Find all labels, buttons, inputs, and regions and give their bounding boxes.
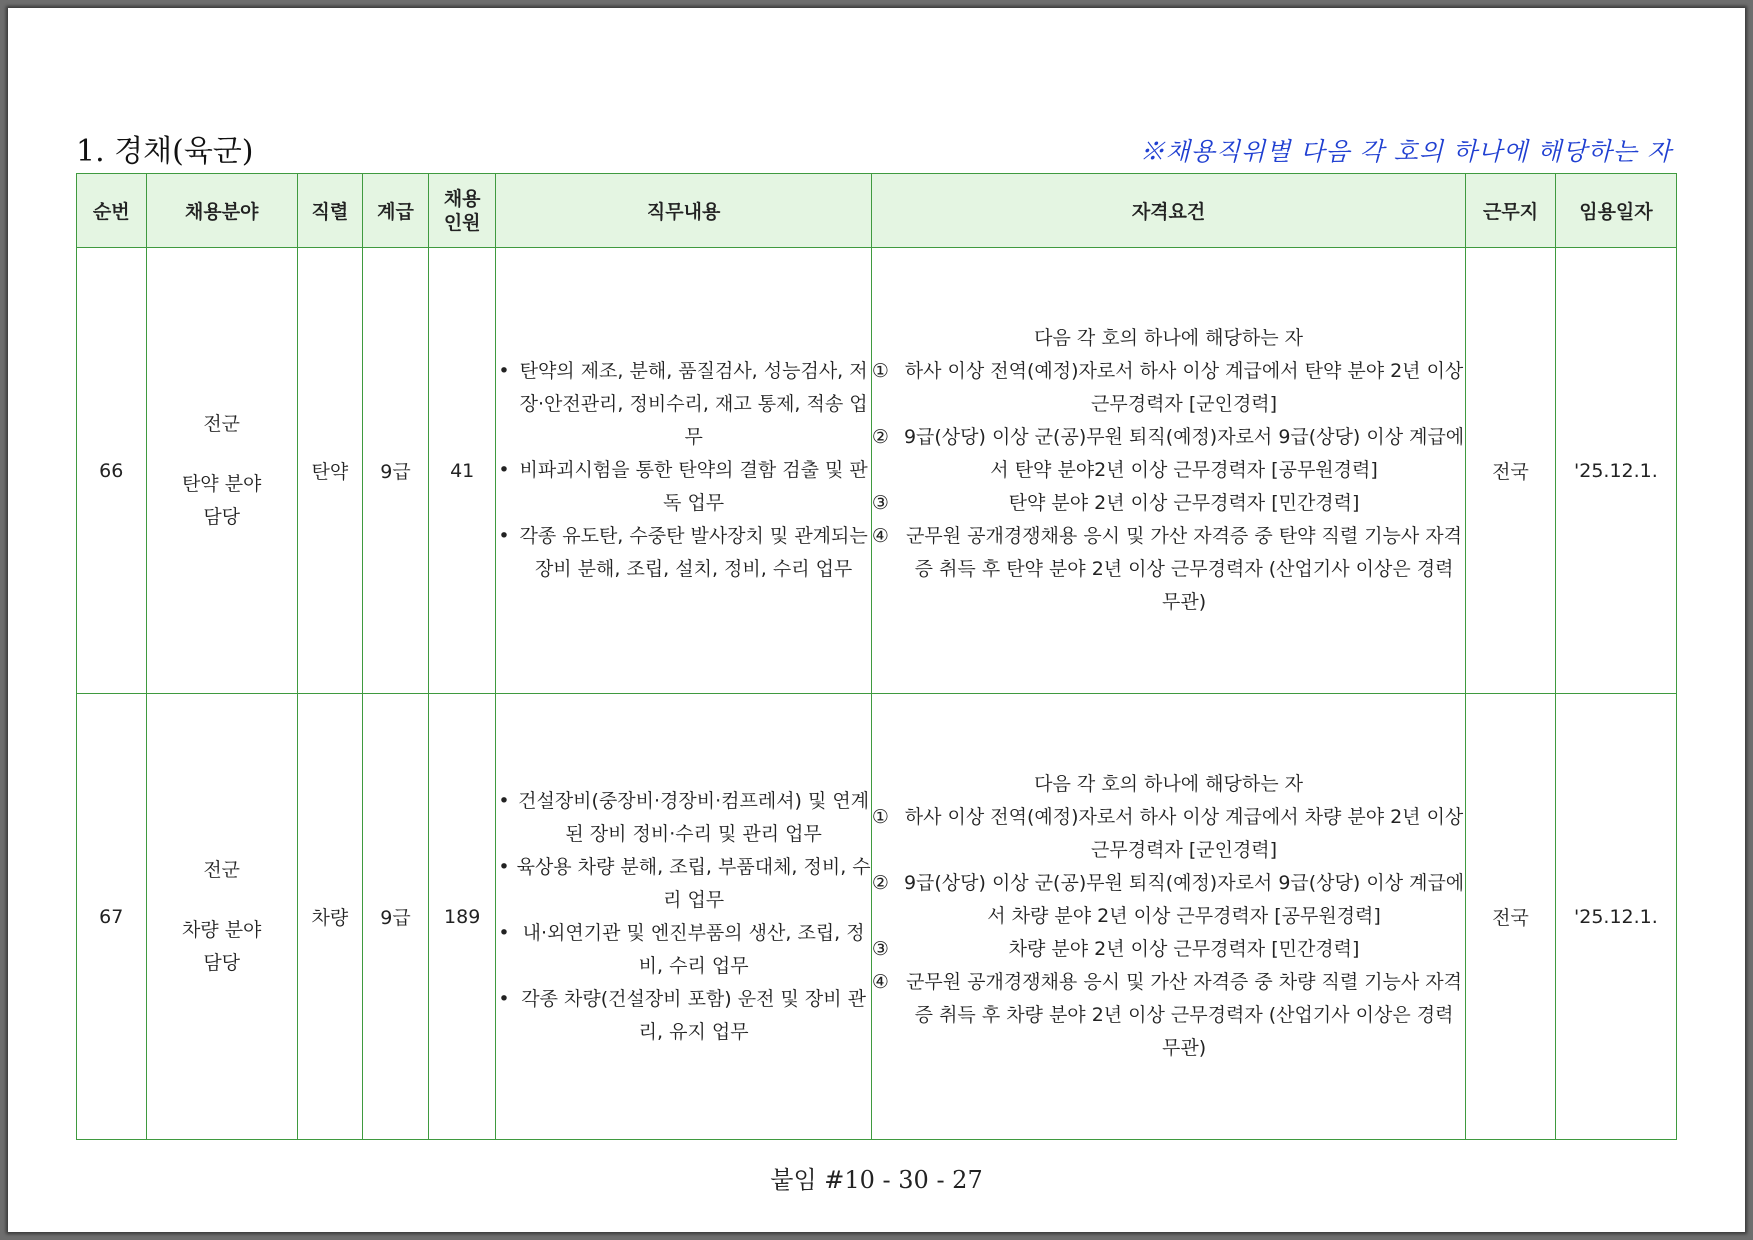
row-no: 67: [77, 694, 147, 1140]
qualification-item: [872, 801, 1465, 867]
section-note: ※채용직위별 다음 각 호의 하나에 해당하는 자: [1139, 137, 1672, 166]
field-line: 차량 분야: [181, 918, 262, 941]
duty-item: • 건설장비(중장비·경장비·컴프레셔) 및 연계된 장비 정비·수리 및 관리 업무: [496, 785, 871, 851]
duty-item: • 각종 유도탄, 수중탄 발사장치 및 관계되는 장비 분해, 조립, 설치, 정비, 수리 업무: [496, 520, 871, 586]
row-grade: 9급: [362, 248, 428, 694]
qualification-number: ③: [871, 938, 889, 960]
row-location: 전국: [1466, 248, 1556, 694]
field-line: 전군: [203, 858, 241, 881]
qualification-text: 9급(상당) 이상 군(공)무원 퇴직(예정)자로서 9급(상당) 이상 계급에서 차량 분야 2년 이상 근무경력자 [공무원경력]: [903, 872, 1465, 927]
header-cell-grade: 계급: [362, 174, 428, 248]
qualification-item: [872, 355, 1465, 421]
header-cell-field: 채용분야: [146, 174, 297, 248]
field-line: 전군: [203, 412, 241, 435]
qualification-intro: 다음 각 호의 하나에 해당하는 자: [1034, 327, 1303, 349]
duty-item: • 내·외연기관 및 엔진부품의 생산, 조립, 정비, 수리 업무: [496, 917, 871, 983]
row-series: 차량: [297, 694, 362, 1140]
header-cell-series: 직렬: [297, 174, 362, 248]
qualification-item: [872, 933, 1465, 966]
table-row: [77, 248, 1677, 694]
page-footer: 붙임 #10 - 30 - 27: [770, 1166, 983, 1194]
qualification-text: 하사 이상 전역(예정)자로서 하사 이상 계급에서 차량 분야 2년 이상 근무경력자 [군인경력]: [904, 806, 1464, 861]
header-cell-count: 채용 인원: [429, 174, 496, 248]
qualification-item: [872, 487, 1465, 520]
duty-item: • 비파괴시험을 통한 탄약의 결함 검출 및 판독 업무: [496, 454, 871, 520]
duty-item: • 육상용 차량 분해, 조립, 부품대체, 정비, 수리 업무: [496, 851, 871, 917]
field-line: 탄약 분야: [181, 472, 262, 495]
row-field: [146, 694, 297, 1140]
qualification-number: ④: [871, 971, 889, 993]
row-appointment-date: '25.12.1.: [1555, 694, 1676, 1140]
row-no: 66: [77, 248, 147, 694]
qualification-number: ②: [871, 426, 889, 448]
qualification-number: ①: [871, 806, 889, 828]
header-cell-qualifications: 자격요건: [871, 174, 1465, 248]
row-appointment-date: '25.12.1.: [1555, 248, 1676, 694]
document-page: [8, 8, 1745, 1232]
row-qualifications: [871, 248, 1465, 694]
field-line: 담당: [203, 505, 241, 528]
duty-item: • 탄약의 제조, 분해, 품질검사, 성능검사, 저장·안전관리, 정비수리, 재고 통제, 적송 업무: [496, 355, 871, 454]
qualification-intro: 다음 각 호의 하나에 해당하는 자: [1034, 773, 1303, 795]
row-series: 탄약: [297, 248, 362, 694]
section-heading: 1. 경채(육군): [76, 134, 254, 169]
qualification-text: 차량 분야 2년 이상 근무경력자 [민간경력]: [1008, 938, 1360, 960]
qualification-number: ④: [871, 525, 889, 547]
table-row: [77, 694, 1677, 1140]
row-qualifications: [871, 694, 1465, 1140]
qualification-text: 탄약 분야 2년 이상 근무경력자 [민간경력]: [1008, 492, 1360, 514]
qualification-text: 군무원 공개경쟁채용 응시 및 가산 자격증 중 탄약 직렬 기능사 자격증 취득 후 탄약 분야 2년 이상 근무경력자 (산업기사 이상은 경력 무관): [906, 525, 1463, 613]
qualification-text: 9급(상당) 이상 군(공)무원 퇴직(예정)자로서 9급(상당) 이상 계급에서 탄약 분야2년 이상 근무경력자 [공무원경력]: [903, 426, 1465, 481]
qualification-text: 하사 이상 전역(예정)자로서 하사 이상 계급에서 탄약 분야 2년 이상 근무경력자 [군인경력]: [904, 360, 1464, 415]
header-cell-no: 순번: [77, 174, 147, 248]
qualification-item: [872, 421, 1465, 487]
header-cell-location: 근무지: [1466, 174, 1556, 248]
field-line: 담당: [203, 951, 241, 974]
row-grade: 9급: [362, 694, 428, 1140]
qualification-item: [872, 867, 1465, 933]
header-cell-appointment-date: 임용일자: [1555, 174, 1676, 248]
row-field: [146, 248, 297, 694]
qualification-number: ②: [871, 872, 889, 894]
duty-item: • 각종 차량(건설장비 포함) 운전 및 장비 관리, 유지 업무: [496, 983, 871, 1049]
row-count: 189: [429, 694, 496, 1140]
row-duties: [496, 694, 872, 1140]
table-header-row: [77, 174, 1677, 248]
row-count: 41: [429, 248, 496, 694]
qualification-number: ③: [871, 492, 889, 514]
qualification-item: [872, 966, 1465, 1065]
qualification-number: ①: [871, 360, 889, 382]
qualification-text: 군무원 공개경쟁채용 응시 및 가산 자격증 중 차량 직렬 기능사 자격증 취득 후 차량 분야 2년 이상 근무경력자 (산업기사 이상은 경력 무관): [906, 971, 1463, 1059]
row-duties: [496, 248, 872, 694]
recruitment-table: [76, 173, 1677, 1140]
row-location: 전국: [1466, 694, 1556, 1140]
header-cell-duties: 직무내용: [496, 174, 872, 248]
qualification-item: [872, 520, 1465, 619]
